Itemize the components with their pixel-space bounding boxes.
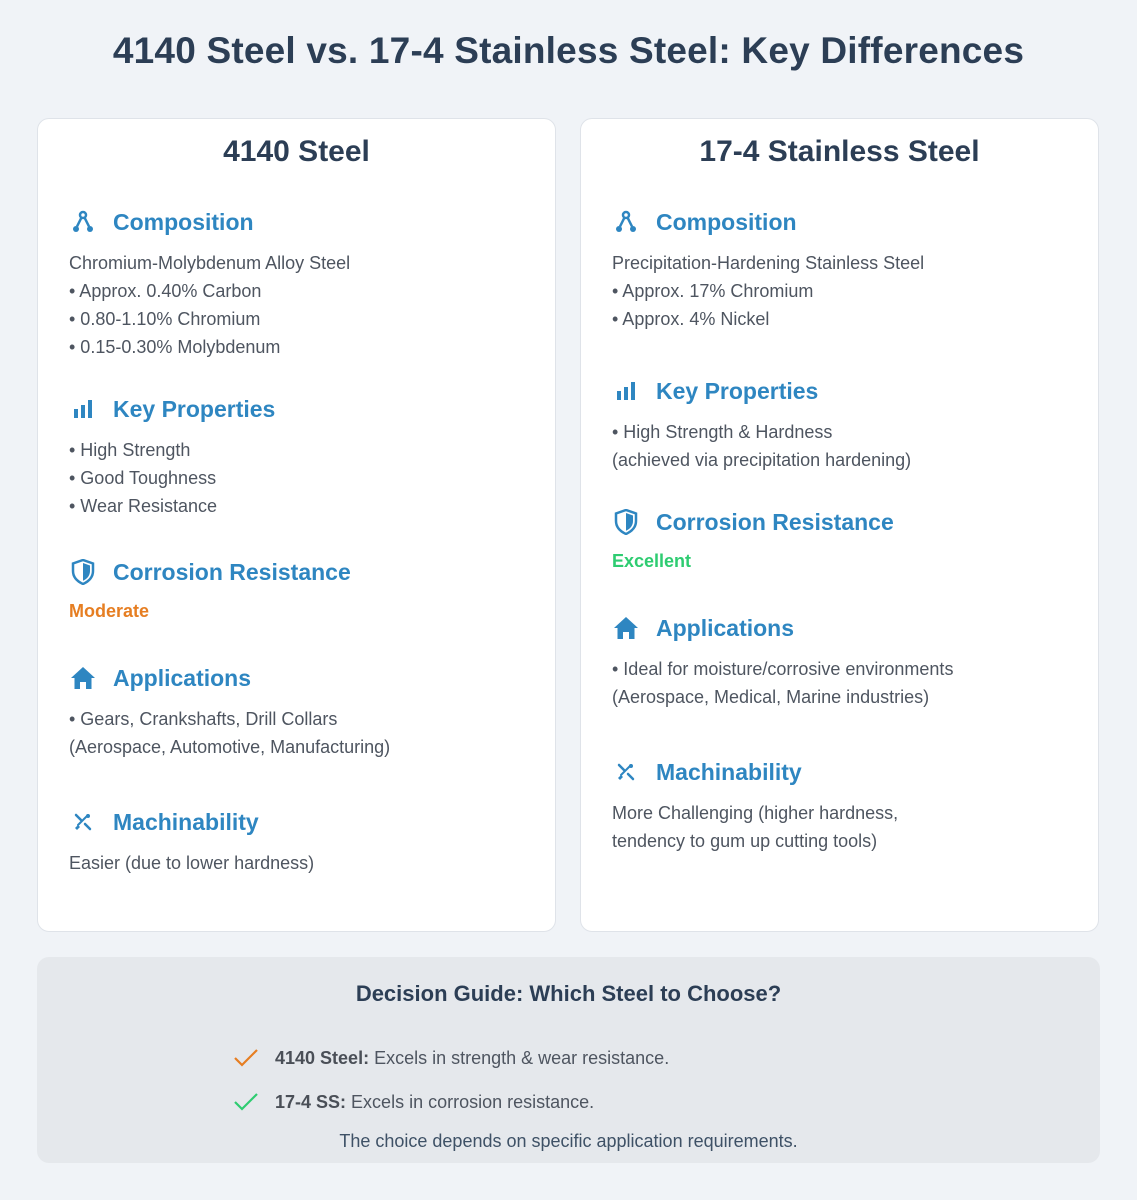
guide-note: The choice depends on specific application requirements. bbox=[339, 1131, 798, 1151]
guide-item-label: 4140 Steel: bbox=[275, 1047, 370, 1068]
decision-guide bbox=[37, 957, 1100, 1163]
guide-item-17-4 bbox=[233, 1091, 594, 1113]
section-heading: Applications bbox=[113, 664, 252, 691]
machinability-line: tendency to gum up cutting tools) bbox=[612, 831, 878, 851]
atom-icon bbox=[612, 208, 640, 236]
section-heading: Key Properties bbox=[113, 395, 276, 422]
guide-item-text: Excels in corrosion resistance. bbox=[351, 1091, 595, 1112]
section-heading: Applications bbox=[656, 614, 795, 641]
application-line: (Aerospace, Medical, Marine industries) bbox=[612, 687, 930, 707]
machinability-line: Easier (due to lower hardness) bbox=[69, 853, 315, 873]
property-line: (achieved via precipitation hardening) bbox=[612, 450, 912, 470]
section-heading: Corrosion Resistance bbox=[656, 508, 894, 535]
home-icon bbox=[69, 664, 97, 692]
composition-line: • 0.15-0.30% Molybdenum bbox=[69, 337, 281, 357]
shield-icon bbox=[612, 508, 640, 536]
section-heading: Composition bbox=[113, 208, 254, 235]
bar-chart-icon bbox=[612, 377, 640, 405]
bar-chart-icon bbox=[69, 395, 97, 423]
property-line: • High Strength bbox=[69, 440, 191, 460]
shield-icon bbox=[69, 558, 97, 586]
section-heading: Machinability bbox=[113, 808, 259, 835]
card-title: 4140 Steel bbox=[223, 135, 370, 168]
section-key-properties bbox=[69, 394, 529, 520]
card-title: 17-4 Stainless Steel bbox=[699, 135, 980, 168]
section-key-properties bbox=[612, 376, 1072, 474]
section-corrosion-resistance bbox=[612, 507, 1072, 572]
composition-line: Chromium-Molybdenum Alloy Steel bbox=[69, 253, 351, 273]
section-composition bbox=[69, 207, 529, 361]
composition-line: • Approx. 0.40% Carbon bbox=[69, 281, 262, 301]
corrosion-rating: Moderate bbox=[69, 601, 150, 621]
composition-line: • Approx. 4% Nickel bbox=[612, 309, 770, 329]
property-line: • High Strength & Hardness bbox=[612, 422, 833, 442]
composition-line: • 0.80-1.10% Chromium bbox=[69, 309, 261, 329]
guide-title: Decision Guide: Which Steel to Choose? bbox=[355, 981, 782, 1006]
guide-item-label: 17-4 SS: bbox=[275, 1091, 347, 1112]
check-icon bbox=[233, 1091, 259, 1113]
section-machinability bbox=[612, 757, 1072, 855]
application-line: • Gears, Crankshafts, Drill Collars bbox=[69, 709, 338, 729]
corrosion-rating: Excellent bbox=[612, 551, 692, 571]
card-17-4-stainless-steel bbox=[580, 118, 1099, 932]
card-4140-steel bbox=[37, 118, 556, 932]
section-heading: Key Properties bbox=[656, 377, 819, 404]
section-heading: Corrosion Resistance bbox=[113, 558, 351, 585]
property-line: • Good Toughness bbox=[69, 468, 217, 488]
tools-icon bbox=[612, 758, 640, 786]
tools-icon bbox=[69, 808, 97, 836]
atom-icon bbox=[69, 208, 97, 236]
page-title: 4140 Steel vs. 17-4 Stainless Steel: Key Differences bbox=[112, 30, 1025, 71]
composition-line: Precipitation-Hardening Stainless Steel bbox=[612, 253, 925, 273]
check-icon bbox=[233, 1047, 259, 1069]
machinability-line: More Challenging (higher hardness, bbox=[612, 803, 899, 823]
home-icon bbox=[612, 614, 640, 642]
application-line: (Aerospace, Automotive, Manufacturing) bbox=[69, 737, 391, 757]
section-heading: Composition bbox=[656, 208, 797, 235]
section-corrosion-resistance bbox=[69, 557, 529, 622]
application-line: • Ideal for moisture/corrosive environments bbox=[612, 659, 954, 679]
section-composition bbox=[612, 207, 1072, 333]
composition-line: • Approx. 17% Chromium bbox=[612, 281, 814, 301]
section-applications bbox=[69, 663, 529, 761]
property-line: • Wear Resistance bbox=[69, 496, 218, 516]
section-machinability bbox=[69, 807, 529, 877]
guide-item-4140 bbox=[233, 1047, 669, 1069]
section-heading: Machinability bbox=[656, 758, 802, 785]
guide-item-text: Excels in strength & wear resistance. bbox=[374, 1047, 670, 1068]
section-applications bbox=[612, 613, 1072, 711]
